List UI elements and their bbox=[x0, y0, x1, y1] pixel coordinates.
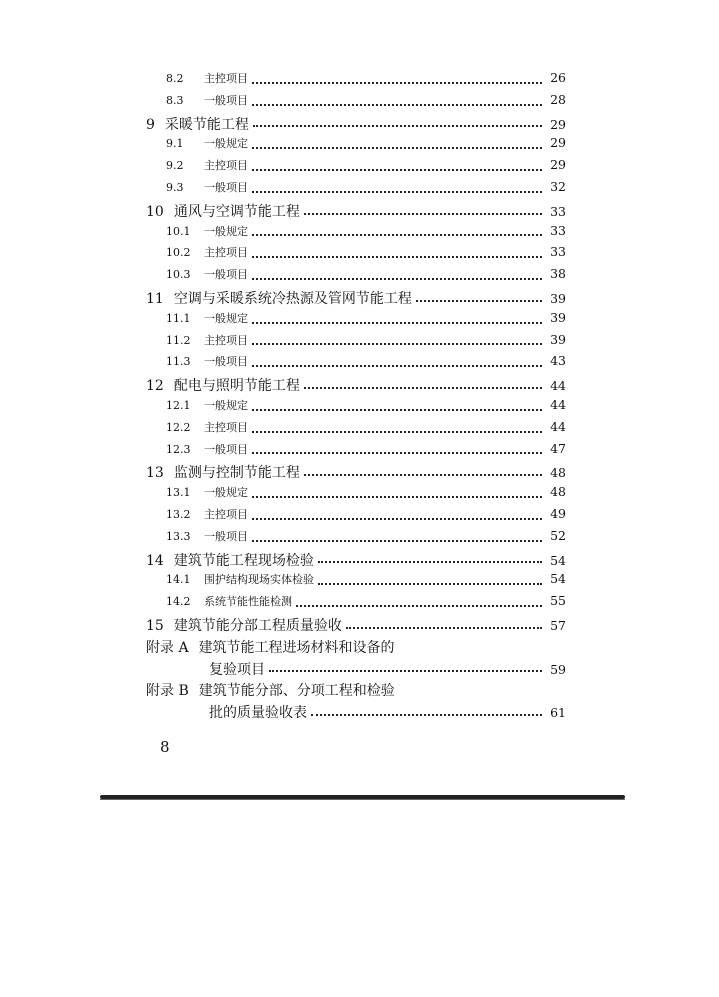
toc-page: 59 bbox=[550, 661, 566, 677]
toc-title: 一般规定 bbox=[204, 311, 248, 325]
toc-subsection bbox=[146, 179, 566, 201]
toc-page: 29 bbox=[550, 157, 566, 173]
toc-leader bbox=[252, 169, 542, 171]
toc-page: 52 bbox=[550, 527, 566, 543]
toc-leader bbox=[252, 191, 542, 193]
toc-title: 一般项目 bbox=[204, 180, 248, 194]
toc-leader bbox=[304, 213, 542, 215]
toc-appendix-title-cont: 复验项目 bbox=[209, 661, 265, 678]
toc-leader bbox=[416, 300, 542, 302]
toc-subsection bbox=[146, 419, 566, 441]
toc-title: 系统节能性能检测 bbox=[204, 595, 292, 609]
toc-page: 33 bbox=[550, 203, 566, 219]
toc-number: 13.2 bbox=[166, 507, 191, 521]
toc-page: 54 bbox=[550, 571, 566, 587]
toc-subsection bbox=[146, 244, 566, 266]
toc-appendix-number: 附录 B bbox=[146, 683, 189, 700]
page-number: 8 bbox=[160, 738, 170, 756]
toc-title: 一般项目 bbox=[204, 268, 248, 282]
toc-subsection bbox=[146, 593, 566, 615]
toc-number: 8.2 bbox=[166, 72, 184, 85]
toc-leader bbox=[252, 540, 542, 542]
toc-number: 15 bbox=[146, 617, 164, 634]
toc-leader bbox=[252, 431, 542, 433]
toc-number: 9.1 bbox=[166, 137, 184, 151]
toc-page: 48 bbox=[550, 465, 566, 481]
toc-page: 48 bbox=[550, 484, 566, 500]
toc-title: 一般规定 bbox=[204, 398, 248, 412]
toc-number: 10.2 bbox=[166, 246, 191, 260]
toc-leader bbox=[252, 147, 542, 149]
toc-leader bbox=[252, 322, 542, 324]
toc-section bbox=[146, 375, 566, 397]
toc-page: 44 bbox=[550, 396, 566, 412]
toc-number: 12 bbox=[146, 378, 164, 395]
toc-page: 61 bbox=[550, 705, 566, 721]
toc-title: 围护结构现场实体检验 bbox=[204, 573, 314, 587]
toc-number: 13.1 bbox=[166, 486, 191, 500]
toc-appendix bbox=[146, 680, 566, 702]
toc-section bbox=[146, 550, 566, 572]
toc-number: 10.1 bbox=[166, 224, 191, 238]
toc-subsection bbox=[146, 528, 566, 550]
toc-page: 32 bbox=[550, 178, 566, 194]
toc-number: 9 bbox=[146, 116, 155, 133]
toc-page: 43 bbox=[550, 353, 566, 369]
toc-leader bbox=[252, 518, 542, 520]
toc-leader bbox=[318, 583, 542, 585]
toc-leader bbox=[304, 474, 542, 476]
toc-section bbox=[146, 288, 566, 310]
toc-appendix bbox=[146, 637, 566, 659]
toc-number: 11.2 bbox=[166, 333, 191, 347]
toc-number: 10 bbox=[146, 203, 164, 220]
toc-leader bbox=[252, 256, 542, 258]
toc-title: 空调与采暖系统冷热源及管网节能工程 bbox=[173, 290, 412, 307]
toc-page: 49 bbox=[550, 505, 566, 521]
toc-leader bbox=[252, 234, 542, 236]
toc-title: 建筑节能工程现场检验 bbox=[173, 552, 314, 569]
toc-leader bbox=[296, 605, 542, 607]
toc-number: 11 bbox=[146, 290, 164, 307]
toc-page: 39 bbox=[550, 309, 566, 325]
toc-appendix-title: 建筑节能分部、分项工程和检验 bbox=[198, 683, 395, 700]
toc-page: 26 bbox=[550, 70, 566, 85]
toc-page: 55 bbox=[550, 593, 566, 609]
toc-number: 12.1 bbox=[166, 398, 191, 412]
toc-subsection bbox=[146, 397, 566, 419]
toc-title: 一般规定 bbox=[204, 224, 248, 238]
toc-page: 57 bbox=[550, 617, 566, 633]
toc-subsection bbox=[146, 70, 566, 92]
toc-leader bbox=[253, 125, 542, 127]
toc-page: 29 bbox=[550, 116, 566, 132]
toc-appendix-continuation bbox=[146, 659, 566, 681]
toc-leader bbox=[252, 278, 542, 280]
toc-page: 44 bbox=[550, 378, 566, 394]
toc-appendix-number: 附录 A bbox=[146, 639, 189, 656]
toc-number: 11.3 bbox=[166, 355, 191, 369]
toc-subsection bbox=[146, 223, 566, 245]
toc-number: 8.3 bbox=[166, 93, 184, 107]
toc-subsection bbox=[146, 353, 566, 375]
toc-number: 14 bbox=[146, 552, 164, 569]
toc-leader bbox=[311, 714, 542, 716]
toc-subsection bbox=[146, 506, 566, 528]
toc-page: 47 bbox=[550, 440, 566, 456]
toc-title: 一般项目 bbox=[204, 93, 248, 107]
table-of-contents bbox=[146, 70, 566, 724]
toc-subsection bbox=[146, 266, 566, 288]
toc-appendix-title-cont: 批的质量验收表 bbox=[209, 705, 307, 722]
toc-number: 10.3 bbox=[166, 268, 191, 282]
toc-title: 一般项目 bbox=[204, 355, 248, 369]
toc-subsection bbox=[146, 310, 566, 332]
toc-title: 配电与照明节能工程 bbox=[173, 378, 300, 395]
toc-page: 44 bbox=[550, 418, 566, 434]
toc-title: 主控项目 bbox=[204, 420, 248, 434]
toc-page: 33 bbox=[550, 222, 566, 238]
footer-rule bbox=[100, 795, 625, 799]
toc-title: 一般规定 bbox=[204, 486, 248, 500]
toc-leader bbox=[252, 365, 542, 367]
toc-page: 54 bbox=[550, 552, 566, 568]
toc-leader bbox=[252, 104, 542, 106]
toc-section bbox=[146, 462, 566, 484]
toc-subsection bbox=[146, 332, 566, 354]
toc-number: 12.3 bbox=[166, 442, 191, 456]
toc-title: 主控项目 bbox=[204, 333, 248, 347]
toc-title: 主控项目 bbox=[204, 507, 248, 521]
toc-title: 主控项目 bbox=[204, 72, 248, 85]
toc-number: 14.1 bbox=[166, 573, 191, 587]
toc-number: 14.2 bbox=[166, 595, 191, 609]
toc-title: 主控项目 bbox=[204, 246, 248, 260]
toc-number: 13 bbox=[146, 465, 164, 482]
toc-leader bbox=[252, 496, 542, 498]
toc-title: 建筑节能分部工程质量验收 bbox=[173, 617, 342, 634]
toc-appendix-continuation bbox=[146, 702, 566, 724]
toc-page: 28 bbox=[550, 91, 566, 107]
toc-leader bbox=[346, 627, 542, 629]
toc-title: 采暖节能工程 bbox=[164, 116, 249, 133]
toc-subsection bbox=[146, 441, 566, 463]
toc-section bbox=[146, 615, 566, 637]
toc-title: 通风与空调节能工程 bbox=[173, 203, 300, 220]
toc-leader bbox=[252, 452, 542, 454]
toc-title: 主控项目 bbox=[204, 159, 248, 173]
toc-number: 12.2 bbox=[166, 420, 191, 434]
toc-page: 38 bbox=[550, 266, 566, 282]
toc-page: 29 bbox=[550, 135, 566, 151]
toc-subsection bbox=[146, 571, 566, 593]
toc-leader bbox=[252, 409, 542, 411]
toc-page: 39 bbox=[550, 331, 566, 347]
toc-leader bbox=[269, 670, 542, 672]
toc-section bbox=[146, 114, 566, 136]
toc-section bbox=[146, 201, 566, 223]
toc-title: 一般项目 bbox=[204, 529, 248, 543]
toc-subsection bbox=[146, 157, 566, 179]
toc-subsection bbox=[146, 484, 566, 506]
toc-number: 9.2 bbox=[166, 159, 184, 173]
toc-number: 13.3 bbox=[166, 529, 191, 543]
toc-title: 一般项目 bbox=[204, 442, 248, 456]
toc-leader bbox=[252, 82, 542, 84]
toc-title: 一般规定 bbox=[204, 137, 248, 151]
toc-leader bbox=[252, 343, 542, 345]
toc-leader bbox=[304, 387, 542, 389]
toc-number: 11.1 bbox=[166, 311, 191, 325]
toc-number: 9.3 bbox=[166, 180, 184, 194]
toc-page: 33 bbox=[550, 244, 566, 260]
toc-subsection bbox=[146, 92, 566, 114]
toc-title: 监测与控制节能工程 bbox=[173, 465, 300, 482]
toc-appendix-title: 建筑节能工程进场材料和设备的 bbox=[198, 639, 395, 656]
toc-leader bbox=[318, 561, 542, 563]
toc-subsection bbox=[146, 135, 566, 157]
toc-page: 39 bbox=[550, 290, 566, 306]
